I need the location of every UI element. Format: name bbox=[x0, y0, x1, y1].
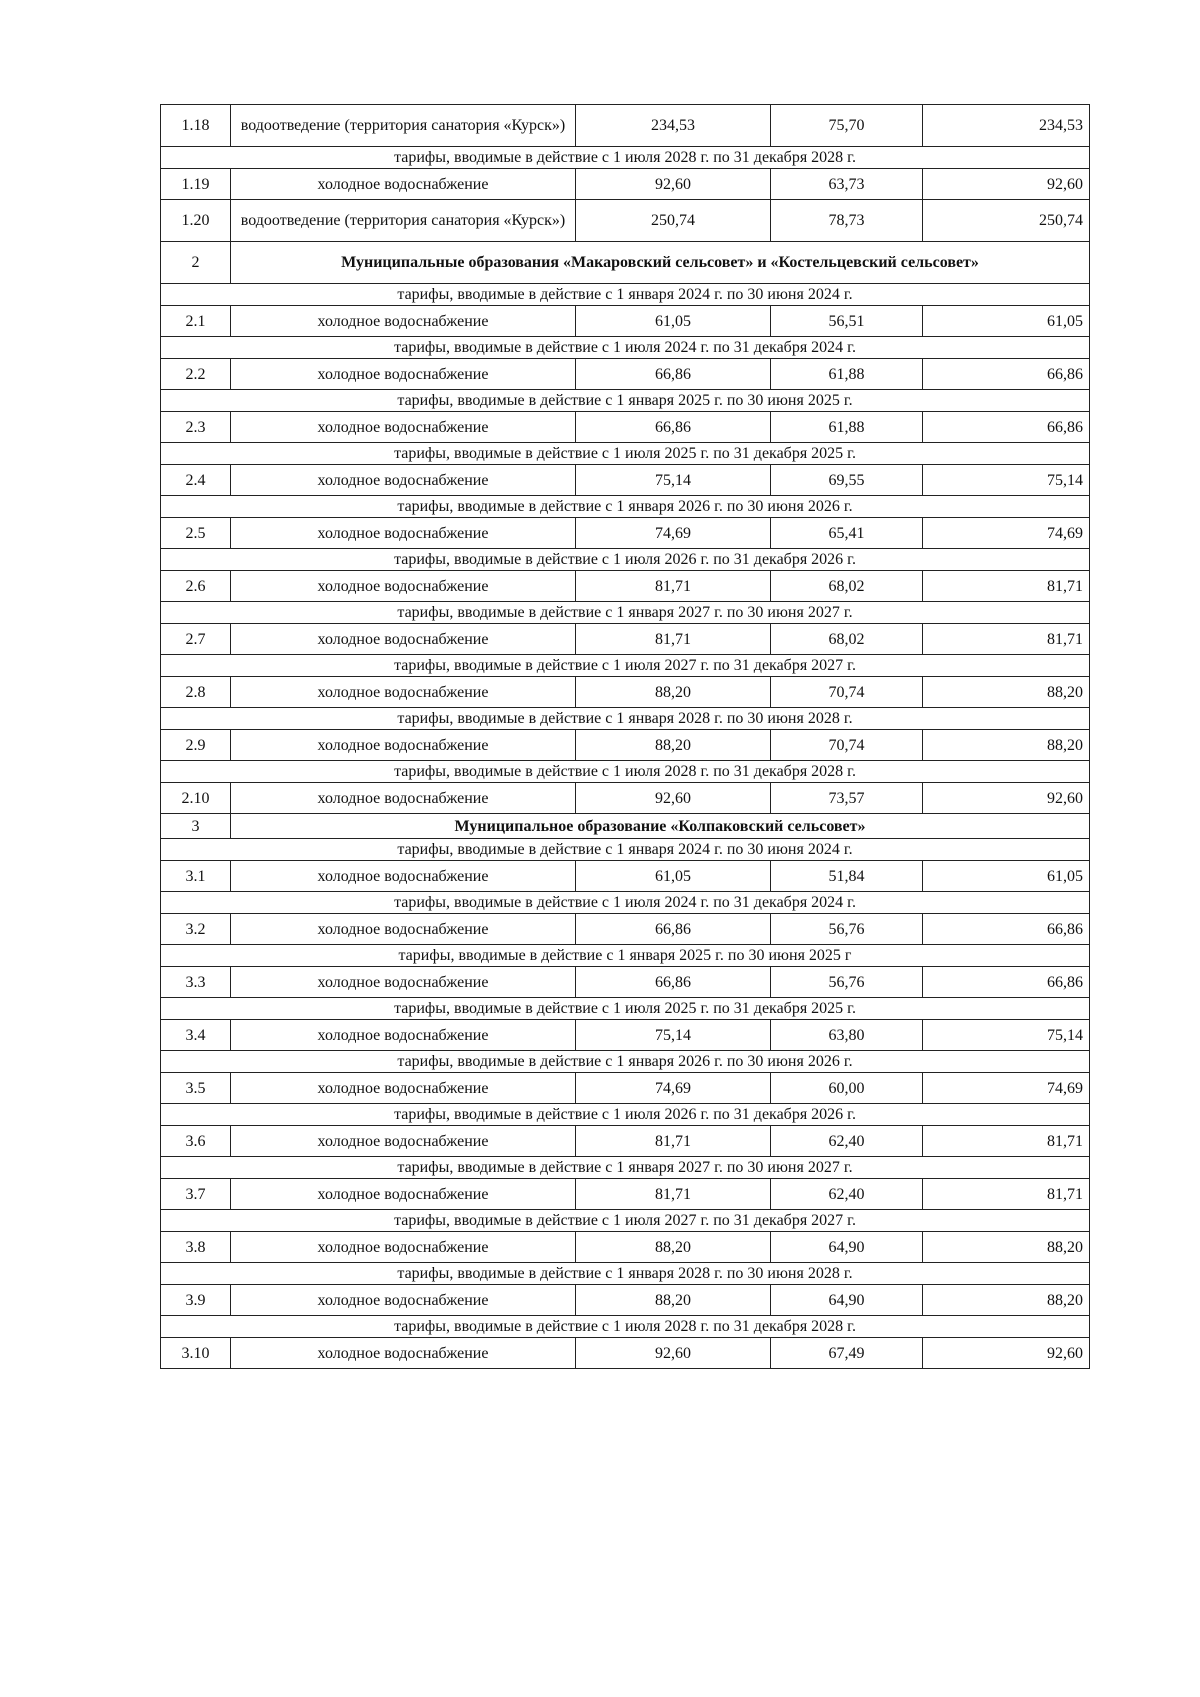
tariff-value-3: 66,86 bbox=[923, 359, 1090, 390]
row-number: 3.7 bbox=[161, 1179, 231, 1210]
row-number: 2.8 bbox=[161, 677, 231, 708]
table-row bbox=[161, 1232, 1090, 1263]
service-name: холодное водоснабжение bbox=[231, 914, 576, 945]
tariff-value-1: 81,71 bbox=[576, 1126, 771, 1157]
row-number: 2.2 bbox=[161, 359, 231, 390]
tariff-value-2: 68,02 bbox=[771, 571, 923, 602]
tariff-value-1: 92,60 bbox=[576, 169, 771, 200]
table-row bbox=[161, 914, 1090, 945]
tariff-value-1: 75,14 bbox=[576, 1020, 771, 1051]
tariff-value-1: 66,86 bbox=[576, 359, 771, 390]
tariff-value-3: 61,05 bbox=[923, 861, 1090, 892]
period-row bbox=[161, 1157, 1090, 1179]
service-name: холодное водоснабжение bbox=[231, 571, 576, 602]
service-name: холодное водоснабжение bbox=[231, 465, 576, 496]
tariff-value-2: 64,90 bbox=[771, 1285, 923, 1316]
period-row bbox=[161, 655, 1090, 677]
period-heading: тарифы, вводимые в действие с 1 июля 2025 г. по 31 декабря 2025 г. bbox=[161, 998, 1090, 1020]
period-heading: тарифы, вводимые в действие с 1 января 2028 г. по 30 июня 2028 г. bbox=[161, 1263, 1090, 1285]
table-row bbox=[161, 677, 1090, 708]
tariff-value-1: 74,69 bbox=[576, 1073, 771, 1104]
tariff-value-2: 69,55 bbox=[771, 465, 923, 496]
period-heading: тарифы, вводимые в действие с 1 июля 2028 г. по 31 декабря 2028 г. bbox=[161, 761, 1090, 783]
period-heading: тарифы, вводимые в действие с 1 января 2024 г. по 30 июня 2024 г. bbox=[161, 839, 1090, 861]
row-number: 2.4 bbox=[161, 465, 231, 496]
row-number: 2.5 bbox=[161, 518, 231, 549]
row-number: 2.10 bbox=[161, 783, 231, 814]
period-row bbox=[161, 1104, 1090, 1126]
table-row bbox=[161, 1338, 1090, 1369]
service-name: холодное водоснабжение bbox=[231, 306, 576, 337]
table-row bbox=[161, 518, 1090, 549]
tariff-value-3: 92,60 bbox=[923, 1338, 1090, 1369]
tariff-value-3: 88,20 bbox=[923, 1232, 1090, 1263]
section-title: Муниципальное образование «Колпаковский сельсовет» bbox=[231, 814, 1090, 839]
period-heading: тарифы, вводимые в действие с 1 июля 2024 г. по 31 декабря 2024 г. bbox=[161, 337, 1090, 359]
tariff-value-1: 81,71 bbox=[576, 1179, 771, 1210]
tariff-value-3: 74,69 bbox=[923, 518, 1090, 549]
tariff-value-1: 61,05 bbox=[576, 306, 771, 337]
service-name: водоотведение (территория санатория «Курск») bbox=[231, 105, 576, 147]
tariff-value-2: 56,51 bbox=[771, 306, 923, 337]
table-row bbox=[161, 1020, 1090, 1051]
tariff-value-1: 66,86 bbox=[576, 412, 771, 443]
row-number: 3.2 bbox=[161, 914, 231, 945]
table-row bbox=[161, 1073, 1090, 1104]
period-row bbox=[161, 998, 1090, 1020]
table-row bbox=[161, 1285, 1090, 1316]
period-heading: тарифы, вводимые в действие с 1 января 2027 г. по 30 июня 2027 г. bbox=[161, 602, 1090, 624]
tariff-value-3: 75,14 bbox=[923, 465, 1090, 496]
tariff-value-1: 81,71 bbox=[576, 571, 771, 602]
tariff-table-body bbox=[161, 105, 1090, 1369]
period-heading: тарифы, вводимые в действие с 1 июля 2025 г. по 31 декабря 2025 г. bbox=[161, 443, 1090, 465]
tariff-value-1: 88,20 bbox=[576, 677, 771, 708]
service-name: холодное водоснабжение bbox=[231, 1338, 576, 1369]
period-heading: тарифы, вводимые в действие с 1 января 2027 г. по 30 июня 2027 г. bbox=[161, 1157, 1090, 1179]
tariff-value-1: 74,69 bbox=[576, 518, 771, 549]
period-row bbox=[161, 945, 1090, 967]
table-row bbox=[161, 967, 1090, 998]
period-row bbox=[161, 390, 1090, 412]
service-name: холодное водоснабжение bbox=[231, 1020, 576, 1051]
period-heading: тарифы, вводимые в действие с 1 января 2025 г. по 30 июня 2025 г bbox=[161, 945, 1090, 967]
service-name: холодное водоснабжение bbox=[231, 967, 576, 998]
table-row bbox=[161, 730, 1090, 761]
row-number: 2.6 bbox=[161, 571, 231, 602]
row-number: 3.10 bbox=[161, 1338, 231, 1369]
tariff-table bbox=[160, 104, 1090, 1369]
service-name: холодное водоснабжение bbox=[231, 169, 576, 200]
service-name: холодное водоснабжение bbox=[231, 1126, 576, 1157]
tariff-value-2: 64,90 bbox=[771, 1232, 923, 1263]
row-number: 3.3 bbox=[161, 967, 231, 998]
period-row bbox=[161, 708, 1090, 730]
period-row bbox=[161, 1051, 1090, 1073]
tariff-value-2: 63,80 bbox=[771, 1020, 923, 1051]
row-number: 3.8 bbox=[161, 1232, 231, 1263]
tariff-value-2: 62,40 bbox=[771, 1126, 923, 1157]
table-row bbox=[161, 306, 1090, 337]
tariff-value-3: 88,20 bbox=[923, 1285, 1090, 1316]
service-name: холодное водоснабжение bbox=[231, 624, 576, 655]
tariff-value-2: 60,00 bbox=[771, 1073, 923, 1104]
service-name: холодное водоснабжение bbox=[231, 518, 576, 549]
table-row bbox=[161, 1126, 1090, 1157]
period-heading: тарифы, вводимые в действие с 1 июля 2026 г. по 31 декабря 2026 г. bbox=[161, 549, 1090, 571]
tariff-value-3: 66,86 bbox=[923, 967, 1090, 998]
tariff-value-3: 81,71 bbox=[923, 624, 1090, 655]
table-row bbox=[161, 1179, 1090, 1210]
row-number: 1.20 bbox=[161, 200, 231, 242]
tariff-value-1: 92,60 bbox=[576, 1338, 771, 1369]
tariff-value-3: 81,71 bbox=[923, 571, 1090, 602]
tariff-value-1: 234,53 bbox=[576, 105, 771, 147]
tariff-value-1: 88,20 bbox=[576, 1285, 771, 1316]
period-heading: тарифы, вводимые в действие с 1 июля 2028 г. по 31 декабря 2028 г. bbox=[161, 1316, 1090, 1338]
period-row bbox=[161, 443, 1090, 465]
service-name: холодное водоснабжение bbox=[231, 861, 576, 892]
section-row bbox=[161, 814, 1090, 839]
tariff-value-1: 61,05 bbox=[576, 861, 771, 892]
tariff-value-1: 250,74 bbox=[576, 200, 771, 242]
period-heading: тарифы, вводимые в действие с 1 января 2028 г. по 30 июня 2028 г. bbox=[161, 708, 1090, 730]
tariff-value-3: 92,60 bbox=[923, 169, 1090, 200]
tariff-value-2: 70,74 bbox=[771, 677, 923, 708]
section-number: 3 bbox=[161, 814, 231, 839]
service-name: холодное водоснабжение bbox=[231, 1073, 576, 1104]
service-name: холодное водоснабжение bbox=[231, 783, 576, 814]
service-name: холодное водоснабжение bbox=[231, 1179, 576, 1210]
tariff-value-3: 88,20 bbox=[923, 677, 1090, 708]
period-heading: тарифы, вводимые в действие с 1 января 2024 г. по 30 июня 2024 г. bbox=[161, 284, 1090, 306]
tariff-value-1: 66,86 bbox=[576, 967, 771, 998]
tariff-value-2: 65,41 bbox=[771, 518, 923, 549]
tariff-value-3: 81,71 bbox=[923, 1179, 1090, 1210]
row-number: 2.1 bbox=[161, 306, 231, 337]
period-heading: тарифы, вводимые в действие с 1 января 2026 г. по 30 июня 2026 г. bbox=[161, 496, 1090, 518]
row-number: 3.1 bbox=[161, 861, 231, 892]
period-row bbox=[161, 892, 1090, 914]
tariff-value-2: 51,84 bbox=[771, 861, 923, 892]
tariff-value-2: 78,73 bbox=[771, 200, 923, 242]
tariff-value-1: 75,14 bbox=[576, 465, 771, 496]
period-row bbox=[161, 549, 1090, 571]
tariff-value-2: 61,88 bbox=[771, 359, 923, 390]
period-row bbox=[161, 1210, 1090, 1232]
table-row bbox=[161, 465, 1090, 496]
tariff-value-2: 67,49 bbox=[771, 1338, 923, 1369]
service-name: холодное водоснабжение bbox=[231, 677, 576, 708]
period-row bbox=[161, 337, 1090, 359]
row-number: 3.5 bbox=[161, 1073, 231, 1104]
tariff-value-3: 88,20 bbox=[923, 730, 1090, 761]
row-number: 1.18 bbox=[161, 105, 231, 147]
tariff-value-2: 56,76 bbox=[771, 967, 923, 998]
table-row bbox=[161, 359, 1090, 390]
tariff-value-3: 66,86 bbox=[923, 412, 1090, 443]
period-heading: тарифы, вводимые в действие с 1 января 2025 г. по 30 июня 2025 г. bbox=[161, 390, 1090, 412]
tariff-value-2: 73,57 bbox=[771, 783, 923, 814]
table-row bbox=[161, 200, 1090, 242]
tariff-value-2: 63,73 bbox=[771, 169, 923, 200]
tariff-value-1: 88,20 bbox=[576, 730, 771, 761]
row-number: 2.7 bbox=[161, 624, 231, 655]
section-row bbox=[161, 242, 1090, 284]
table-row bbox=[161, 169, 1090, 200]
row-number: 1.19 bbox=[161, 169, 231, 200]
service-name: холодное водоснабжение bbox=[231, 412, 576, 443]
tariff-value-1: 81,71 bbox=[576, 624, 771, 655]
tariff-value-3: 92,60 bbox=[923, 783, 1090, 814]
period-row bbox=[161, 839, 1090, 861]
period-row bbox=[161, 1263, 1090, 1285]
period-row bbox=[161, 1316, 1090, 1338]
table-row bbox=[161, 783, 1090, 814]
table-row bbox=[161, 571, 1090, 602]
row-number: 2.3 bbox=[161, 412, 231, 443]
section-title: Муниципальные образования «Макаровский сельсовет» и «Костельцевский сельсовет» bbox=[231, 242, 1090, 284]
period-row bbox=[161, 147, 1090, 169]
period-heading: тарифы, вводимые в действие с 1 января 2026 г. по 30 июня 2026 г. bbox=[161, 1051, 1090, 1073]
tariff-value-1: 92,60 bbox=[576, 783, 771, 814]
period-heading: тарифы, вводимые в действие с 1 июля 2027 г. по 31 декабря 2027 г. bbox=[161, 1210, 1090, 1232]
tariff-value-3: 234,53 bbox=[923, 105, 1090, 147]
period-heading: тарифы, вводимые в действие с 1 июля 2028 г. по 31 декабря 2028 г. bbox=[161, 147, 1090, 169]
period-heading: тарифы, вводимые в действие с 1 июля 2024 г. по 31 декабря 2024 г. bbox=[161, 892, 1090, 914]
service-name: холодное водоснабжение bbox=[231, 730, 576, 761]
table-row bbox=[161, 412, 1090, 443]
tariff-value-3: 81,71 bbox=[923, 1126, 1090, 1157]
service-name: холодное водоснабжение bbox=[231, 359, 576, 390]
row-number: 2.9 bbox=[161, 730, 231, 761]
tariff-value-3: 66,86 bbox=[923, 914, 1090, 945]
period-row bbox=[161, 602, 1090, 624]
tariff-value-2: 61,88 bbox=[771, 412, 923, 443]
row-number: 3.9 bbox=[161, 1285, 231, 1316]
service-name: холодное водоснабжение bbox=[231, 1232, 576, 1263]
tariff-value-2: 56,76 bbox=[771, 914, 923, 945]
tariff-value-1: 88,20 bbox=[576, 1232, 771, 1263]
section-number: 2 bbox=[161, 242, 231, 284]
period-heading: тарифы, вводимые в действие с 1 июля 2026 г. по 31 декабря 2026 г. bbox=[161, 1104, 1090, 1126]
tariff-value-3: 74,69 bbox=[923, 1073, 1090, 1104]
period-row bbox=[161, 496, 1090, 518]
tariff-value-3: 75,14 bbox=[923, 1020, 1090, 1051]
tariff-value-2: 70,74 bbox=[771, 730, 923, 761]
period-heading: тарифы, вводимые в действие с 1 июля 2027 г. по 31 декабря 2027 г. bbox=[161, 655, 1090, 677]
table-row bbox=[161, 861, 1090, 892]
service-name: холодное водоснабжение bbox=[231, 1285, 576, 1316]
period-row bbox=[161, 284, 1090, 306]
service-name: водоотведение (территория санатория «Курск») bbox=[231, 200, 576, 242]
tariff-value-3: 61,05 bbox=[923, 306, 1090, 337]
row-number: 3.4 bbox=[161, 1020, 231, 1051]
table-row bbox=[161, 105, 1090, 147]
tariff-value-1: 66,86 bbox=[576, 914, 771, 945]
tariff-value-2: 62,40 bbox=[771, 1179, 923, 1210]
period-row bbox=[161, 761, 1090, 783]
tariff-value-2: 68,02 bbox=[771, 624, 923, 655]
tariff-value-2: 75,70 bbox=[771, 105, 923, 147]
tariff-value-3: 250,74 bbox=[923, 200, 1090, 242]
row-number: 3.6 bbox=[161, 1126, 231, 1157]
table-row bbox=[161, 624, 1090, 655]
